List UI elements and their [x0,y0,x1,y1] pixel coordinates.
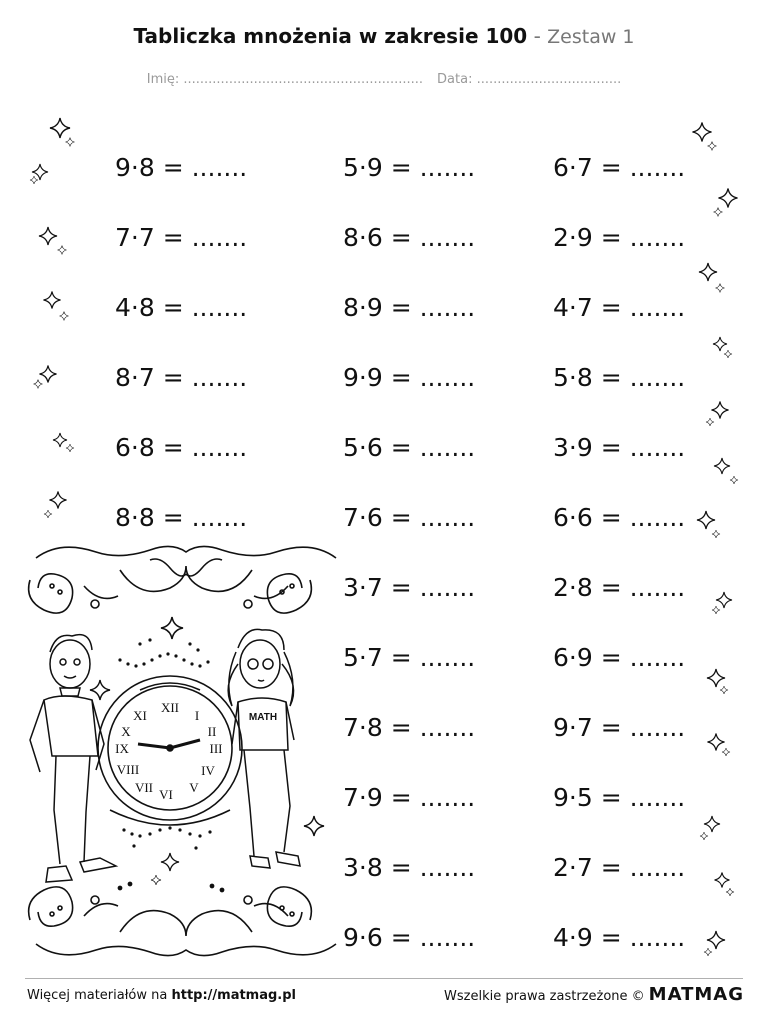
clock-numeral: VIII [116,762,140,777]
copyright-text: Wszelkie prawa zastrzeżone © [444,989,645,1004]
problem: 5·6 = ....... [343,433,476,462]
problem: 4·7 = ....... [553,293,686,322]
problem: 2·7 = ....... [553,853,686,882]
clock-numeral: II [207,724,217,739]
problem: 6·6 = ....... [553,503,686,532]
problem: 7·6 = ....... [343,503,476,532]
footer-divider [25,978,743,979]
title-main: Tabliczka mnożenia w zakresie 100 [133,24,528,48]
problem: 6·9 = ....... [553,643,686,672]
clock-numeral: VII [134,780,154,795]
problem: 6·8 = ....... [115,433,248,462]
problem: 8·7 = ....... [115,363,248,392]
problem: 9·5 = ....... [553,783,686,812]
clock-numeral: IV [201,763,215,778]
girl-figure [228,629,300,868]
problem: 5·7 = ....... [343,643,476,672]
dots-swirl [118,638,211,849]
problem: 4·9 = ....... [553,923,686,952]
footer-more-text: Więcej materiałów na [27,988,172,1003]
brand-logo: MATMAG [648,984,744,1005]
problem: 7·7 = ....... [115,223,248,252]
clock-numeral: IX [115,741,129,756]
problem: 3·9 = ....... [553,433,686,462]
footer-right [444,984,744,1005]
problem: 2·8 = ....... [553,573,686,602]
problem: 6·7 = ....... [553,153,686,182]
problem: 4·8 = ....... [115,293,248,322]
problem: 8·9 = ....... [343,293,476,322]
clock-numeral: VI [159,787,173,802]
problem: 5·9 = ....... [343,153,476,182]
clock-numeral: XI [133,708,147,723]
problem: 3·8 = ....... [343,853,476,882]
problem: 9·9 = ....... [343,363,476,392]
problem: 2·9 = ....... [553,223,686,252]
problem: 7·8 = ....... [343,713,476,742]
problem: 9·7 = ....... [553,713,686,742]
top-ornament [29,546,336,613]
clock-numeral: XII [160,700,180,715]
footer-left [27,988,296,1003]
boy-figure [30,635,116,882]
set-label: Zestaw 1 [547,26,635,48]
clock-numeral: I [194,708,200,723]
clock-numeral: III [209,741,223,756]
bottom-ornament [29,882,336,955]
name-field[interactable]: Imię: .......................................................... [146,72,424,87]
problem: 3·7 = ....... [343,573,476,602]
shirt-text: MATH [248,712,278,723]
problem: 9·8 = ....... [115,153,248,182]
footer-link[interactable]: http://matmag.pl [171,988,297,1003]
problem: 5·8 = ....... [553,363,686,392]
problem: 7·9 = ....... [343,783,476,812]
problem: 9·6 = ....... [343,923,476,952]
problem: 8·6 = ....... [343,223,476,252]
date-field[interactable]: Data: ................................... [437,72,622,87]
title-separator: - [527,24,548,48]
clock-numeral: X [121,724,131,739]
problem: 8·8 = ....... [115,503,248,532]
clock-numeral: V [189,780,199,795]
